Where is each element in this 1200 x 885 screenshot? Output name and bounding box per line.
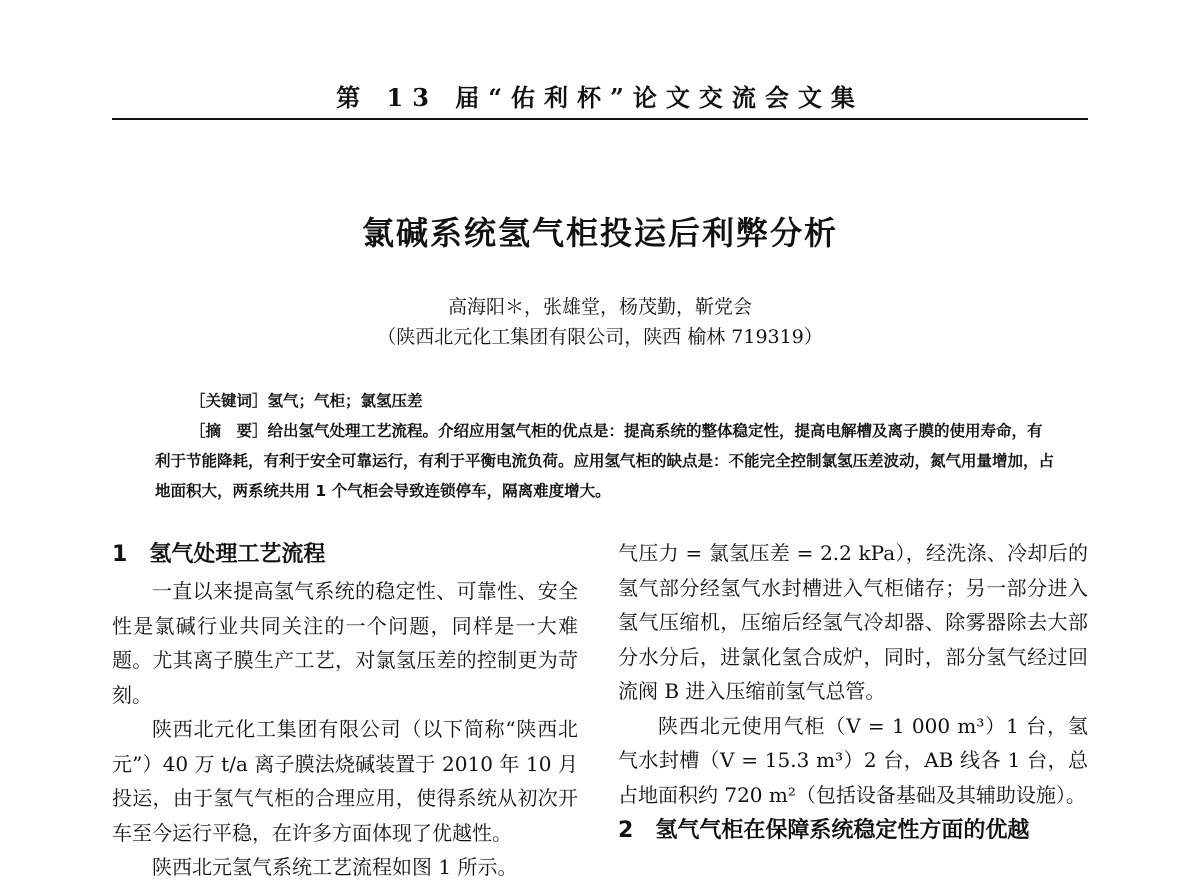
author-list: 高海阳＊，张雄堂，杨茂勤，靳党会 [447,296,752,318]
paper-title: 氯碱系统氢气柜投运后利弊分析 [361,214,838,252]
section-1-number: 1 [112,542,128,567]
section-2-number: 2 [618,818,634,843]
running-head: 第 13 届“佑利杯”论文交流会文集 [336,83,864,112]
section-2-heading [618,812,1088,850]
section-2-title: 氢气气柜在保障系统稳定性方面的优越 [655,818,1030,843]
abstract [155,416,1055,506]
right-column-paragraph-2: 陕西北元使用气柜（V = 1 000 m³）1 台，氢气水封槽（V = 15.3 m³）2 台，AB 线各 1 台，总占地面积约 720 m²（包括设备基础及其辅助设施）。 [618,713,1088,807]
section-1-heading [112,536,578,574]
section-1-paragraph-1: 一直以来提高氢气系统的稳定性、可靠性、安全性是氯碱行业共同关注的一个问题，同样是一大难题。尤其离子膜生产工艺，对氯氢压差的控制更为苛刻。 [112,579,578,707]
section-1-title: 氢气处理工艺流程 [149,542,326,567]
section-1-paragraph-3: 陕西北元氢气系统工艺流程如图 1 所示。 [152,855,518,879]
right-column [618,536,1088,850]
keywords-label: ［关键词］ [190,392,268,410]
abstract-text: 给出氢气处理工艺流程。介绍应用氢气柜的优点是：提高系统的整体稳定性，提高电解槽及离子膜的使用寿命，有利于节能降耗，有利于安全可靠运行，有利于平衡电流负荷。应用氢气柜的缺点是：不能完全控制氯氢压差波动，氮气用量增加，占地面积大，两系统共用 1 个气柜会导致连锁停车，隔离难度增大。 [155,422,1055,500]
abstract-label: ［摘 要］ [190,422,268,440]
keywords [190,386,1090,416]
left-column [112,536,578,885]
keywords-text: 氢气；气柜；氯氢压差 [267,392,423,410]
header-rule [112,118,1088,120]
section-1-paragraph-2: 陕西北元化工集团有限公司（以下简称“陕西北元”）40 万 t/a 离子膜法烧碱装置于 2010 年 10 月投运，由于氢气气柜的合理应用，使得系统从初次开车至今运行平稳，在许多方面体现了优越性。 [112,717,578,845]
right-column-paragraph-1: 气压力 = 氯氢压差 = 2.2 kPa），经洗涤、冷却后的氢气部分经氢气水封槽进入气柜储存；另一部分进入氢气压缩机，压缩后经氢气冷却器、除雾器除去大部分水分后，进氯化氢合成炉，同时，部分氢气经过回流阀 B 进入压缩前氢气总管。 [618,541,1088,703]
author-affiliation: （陕西北元化工集团有限公司，陕西 榆林 719319） [377,326,823,348]
